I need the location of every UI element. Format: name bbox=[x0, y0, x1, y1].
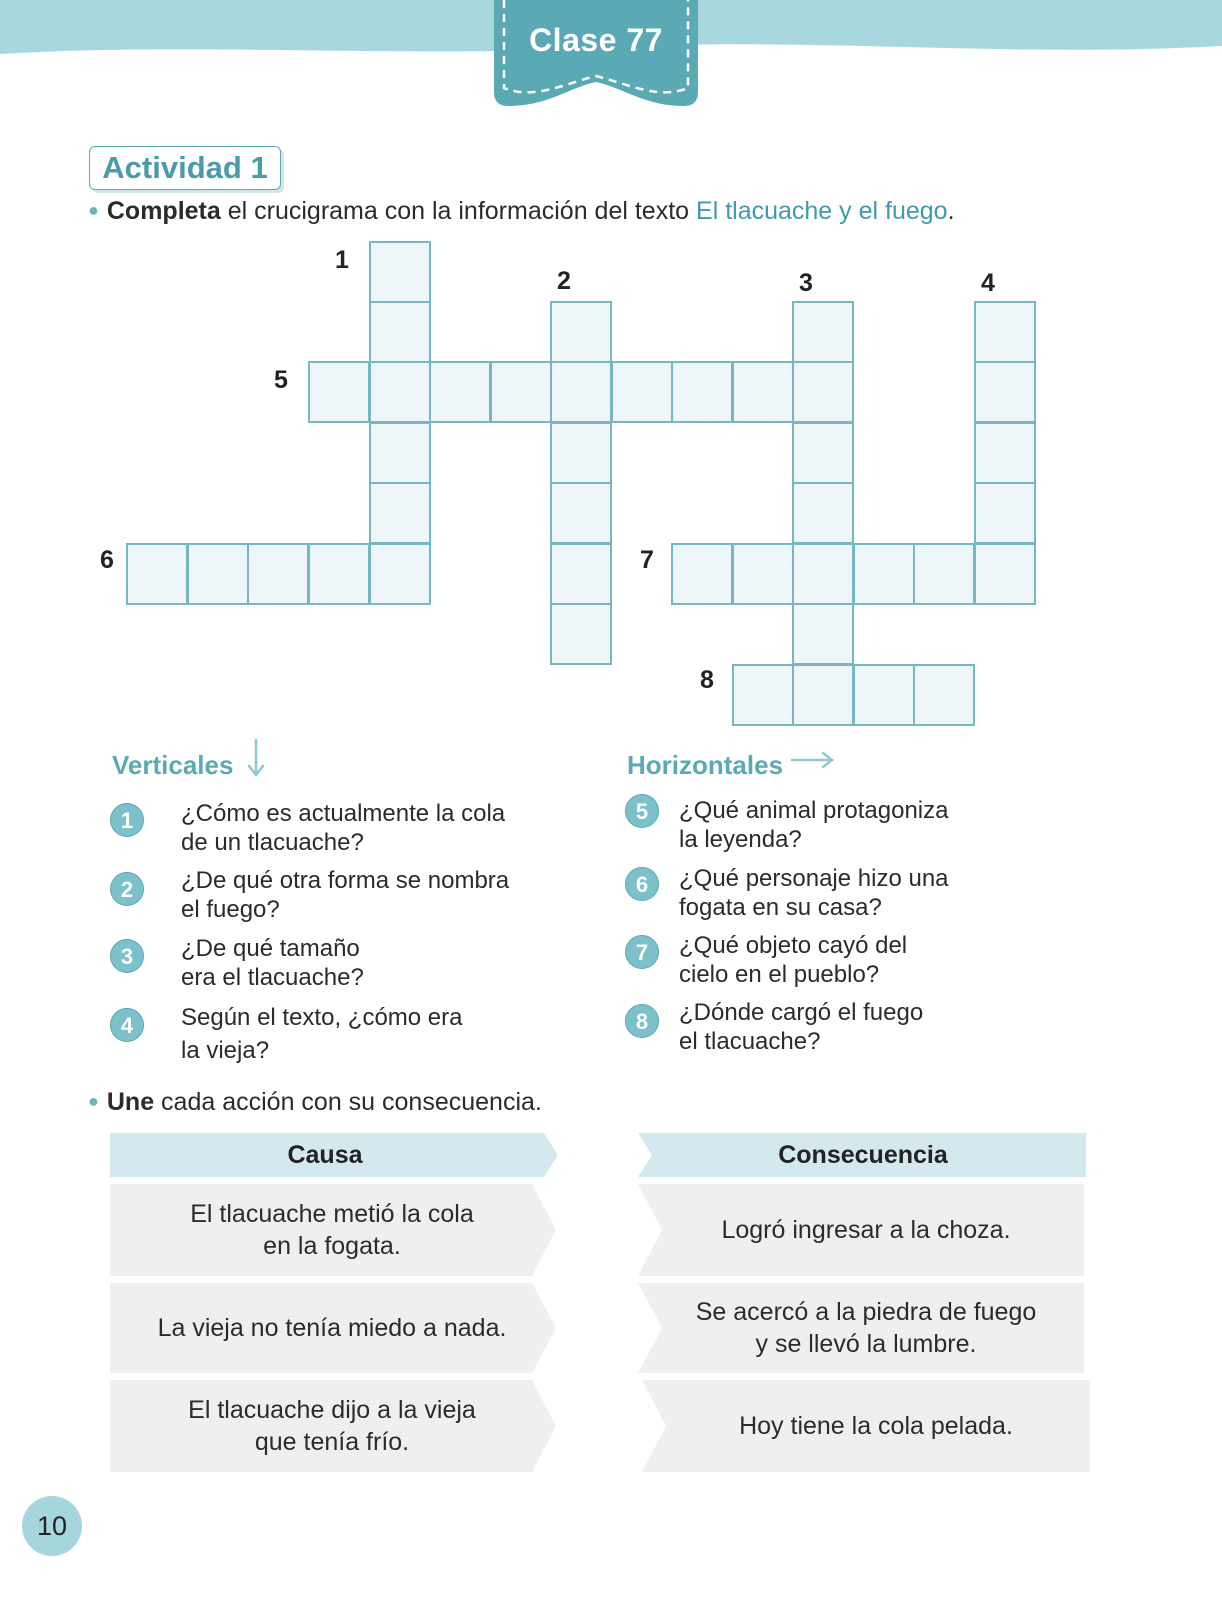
consequence-row[interactable]: Se acercó a la piedra de fuego y se llevó la lumbre. bbox=[695, 1298, 1037, 1358]
crossword-cell[interactable] bbox=[550, 603, 612, 665]
crossword-cell[interactable] bbox=[550, 361, 612, 423]
crossword-cell[interactable] bbox=[732, 361, 794, 423]
crossword-cell[interactable] bbox=[974, 361, 1036, 423]
bullet-icon: ● bbox=[88, 200, 99, 220]
crossword-cell[interactable] bbox=[550, 301, 612, 363]
clue-text: Según el texto, ¿cómo era la vieja? bbox=[181, 1004, 463, 1064]
instruction-text: cada acción con su consecuencia. bbox=[154, 1088, 542, 1116]
arrow-down-icon bbox=[246, 738, 266, 778]
crossword-cell[interactable] bbox=[429, 361, 491, 423]
crossword-cell[interactable] bbox=[974, 422, 1036, 484]
crossword-cell[interactable] bbox=[308, 543, 370, 605]
crossword-cell[interactable] bbox=[792, 603, 854, 665]
crossword-cell[interactable] bbox=[974, 301, 1036, 363]
cause-row[interactable]: El tlacuache metió la cola en la fogata. bbox=[190, 1200, 474, 1260]
crossword-cell[interactable] bbox=[490, 361, 552, 423]
crossword-cell[interactable] bbox=[853, 543, 915, 605]
activity-title: Actividad 1 bbox=[102, 150, 268, 185]
crossword-cell[interactable] bbox=[550, 482, 612, 544]
crossword-cell[interactable] bbox=[913, 664, 975, 726]
crossword-cell[interactable] bbox=[369, 301, 431, 363]
crossword-cell[interactable] bbox=[671, 543, 733, 605]
clue-badge: 7 bbox=[625, 935, 659, 969]
cause-row[interactable]: La vieja no tenía miedo a nada. bbox=[157, 1314, 507, 1342]
clue-text: ¿Cómo es actualmente la cola de un tlacuache? bbox=[181, 800, 506, 856]
crossword-cell[interactable] bbox=[792, 422, 854, 484]
crossword-cell[interactable] bbox=[792, 482, 854, 544]
crossword-cell[interactable] bbox=[611, 361, 673, 423]
crossword-cell[interactable] bbox=[913, 543, 975, 605]
crossword-cell[interactable] bbox=[308, 361, 370, 423]
clue-badge: 6 bbox=[625, 867, 659, 901]
crossword-cell[interactable] bbox=[369, 482, 431, 544]
consequence-row[interactable]: Hoy tiene la cola pelada. bbox=[739, 1412, 1013, 1440]
crossword-cell[interactable] bbox=[792, 664, 854, 726]
clue-text: ¿Qué animal protagoniza la leyenda? bbox=[679, 797, 949, 853]
clue-text: ¿Qué objeto cayó del cielo en el pueblo? bbox=[679, 932, 908, 988]
clue-badge: 4 bbox=[110, 1008, 144, 1042]
crossword-cell[interactable] bbox=[974, 543, 1036, 605]
crossword-instruction bbox=[88, 197, 955, 226]
clue-text: ¿De qué tamaño era el tlacuache? bbox=[181, 935, 364, 991]
crossword-cell[interactable] bbox=[369, 361, 431, 423]
instruction-end: . bbox=[947, 197, 955, 225]
clue-badge: 5 bbox=[625, 794, 659, 828]
verticales-heading: Verticales bbox=[112, 750, 234, 780]
grid-number: 2 bbox=[557, 267, 571, 295]
grid-number: 3 bbox=[799, 269, 813, 297]
crossword-cell[interactable] bbox=[853, 664, 915, 726]
instruction-verb: Une bbox=[106, 1088, 155, 1116]
consequence-row[interactable]: Logró ingresar a la choza. bbox=[721, 1216, 1011, 1244]
grid-number: 7 bbox=[640, 546, 654, 574]
cause-header: Causa bbox=[287, 1141, 363, 1169]
crossword-cell[interactable] bbox=[792, 301, 854, 363]
clue-badge: 8 bbox=[625, 1004, 659, 1038]
grid-number: 1 bbox=[335, 246, 349, 274]
text-title-reference: El tlacuache y el fuego bbox=[696, 197, 948, 225]
clue-text: ¿De qué otra forma se nombra el fuego? bbox=[181, 867, 510, 923]
crossword-cell[interactable] bbox=[369, 422, 431, 484]
clue-text: ¿Qué personaje hizo una fogata en su casa? bbox=[679, 865, 949, 921]
crossword-cell[interactable] bbox=[732, 664, 794, 726]
arrow-right-icon bbox=[790, 750, 836, 770]
grid-number: 5 bbox=[274, 366, 288, 394]
matching-instruction bbox=[88, 1088, 542, 1117]
consequence-header: Consecuencia bbox=[778, 1141, 948, 1169]
crossword-cell[interactable] bbox=[187, 543, 249, 605]
page-number: 10 bbox=[36, 1511, 68, 1541]
crossword-cell[interactable] bbox=[126, 543, 188, 605]
crossword-cell[interactable] bbox=[671, 361, 733, 423]
crossword-cell[interactable] bbox=[732, 543, 794, 605]
horizontales-heading: Horizontales bbox=[627, 750, 784, 780]
clue-text: ¿Dónde cargó el fuego el tlacuache? bbox=[679, 999, 924, 1055]
grid-number: 4 bbox=[981, 269, 995, 297]
clue-badge: 2 bbox=[110, 872, 144, 906]
crossword-cell[interactable] bbox=[247, 543, 309, 605]
clue-badge: 3 bbox=[110, 939, 144, 973]
grid-number: 6 bbox=[100, 546, 114, 574]
class-title: Clase 77 bbox=[529, 22, 663, 58]
clue-badge: 1 bbox=[110, 803, 144, 837]
crossword-cell[interactable] bbox=[974, 482, 1036, 544]
crossword-cell[interactable] bbox=[792, 543, 854, 605]
instruction-text: el crucigrama con la información del texto bbox=[220, 197, 697, 225]
crossword-cell[interactable] bbox=[369, 543, 431, 605]
bullet-icon: ● bbox=[88, 1091, 99, 1111]
cause-row[interactable]: El tlacuache dijo a la vieja que tenía frío. bbox=[188, 1396, 476, 1456]
crossword-cell[interactable] bbox=[369, 241, 431, 303]
crossword-cell[interactable] bbox=[550, 543, 612, 605]
crossword-cell[interactable] bbox=[792, 361, 854, 423]
crossword-cell[interactable] bbox=[550, 422, 612, 484]
instruction-verb: Completa bbox=[106, 197, 221, 225]
grid-number: 8 bbox=[700, 666, 714, 694]
